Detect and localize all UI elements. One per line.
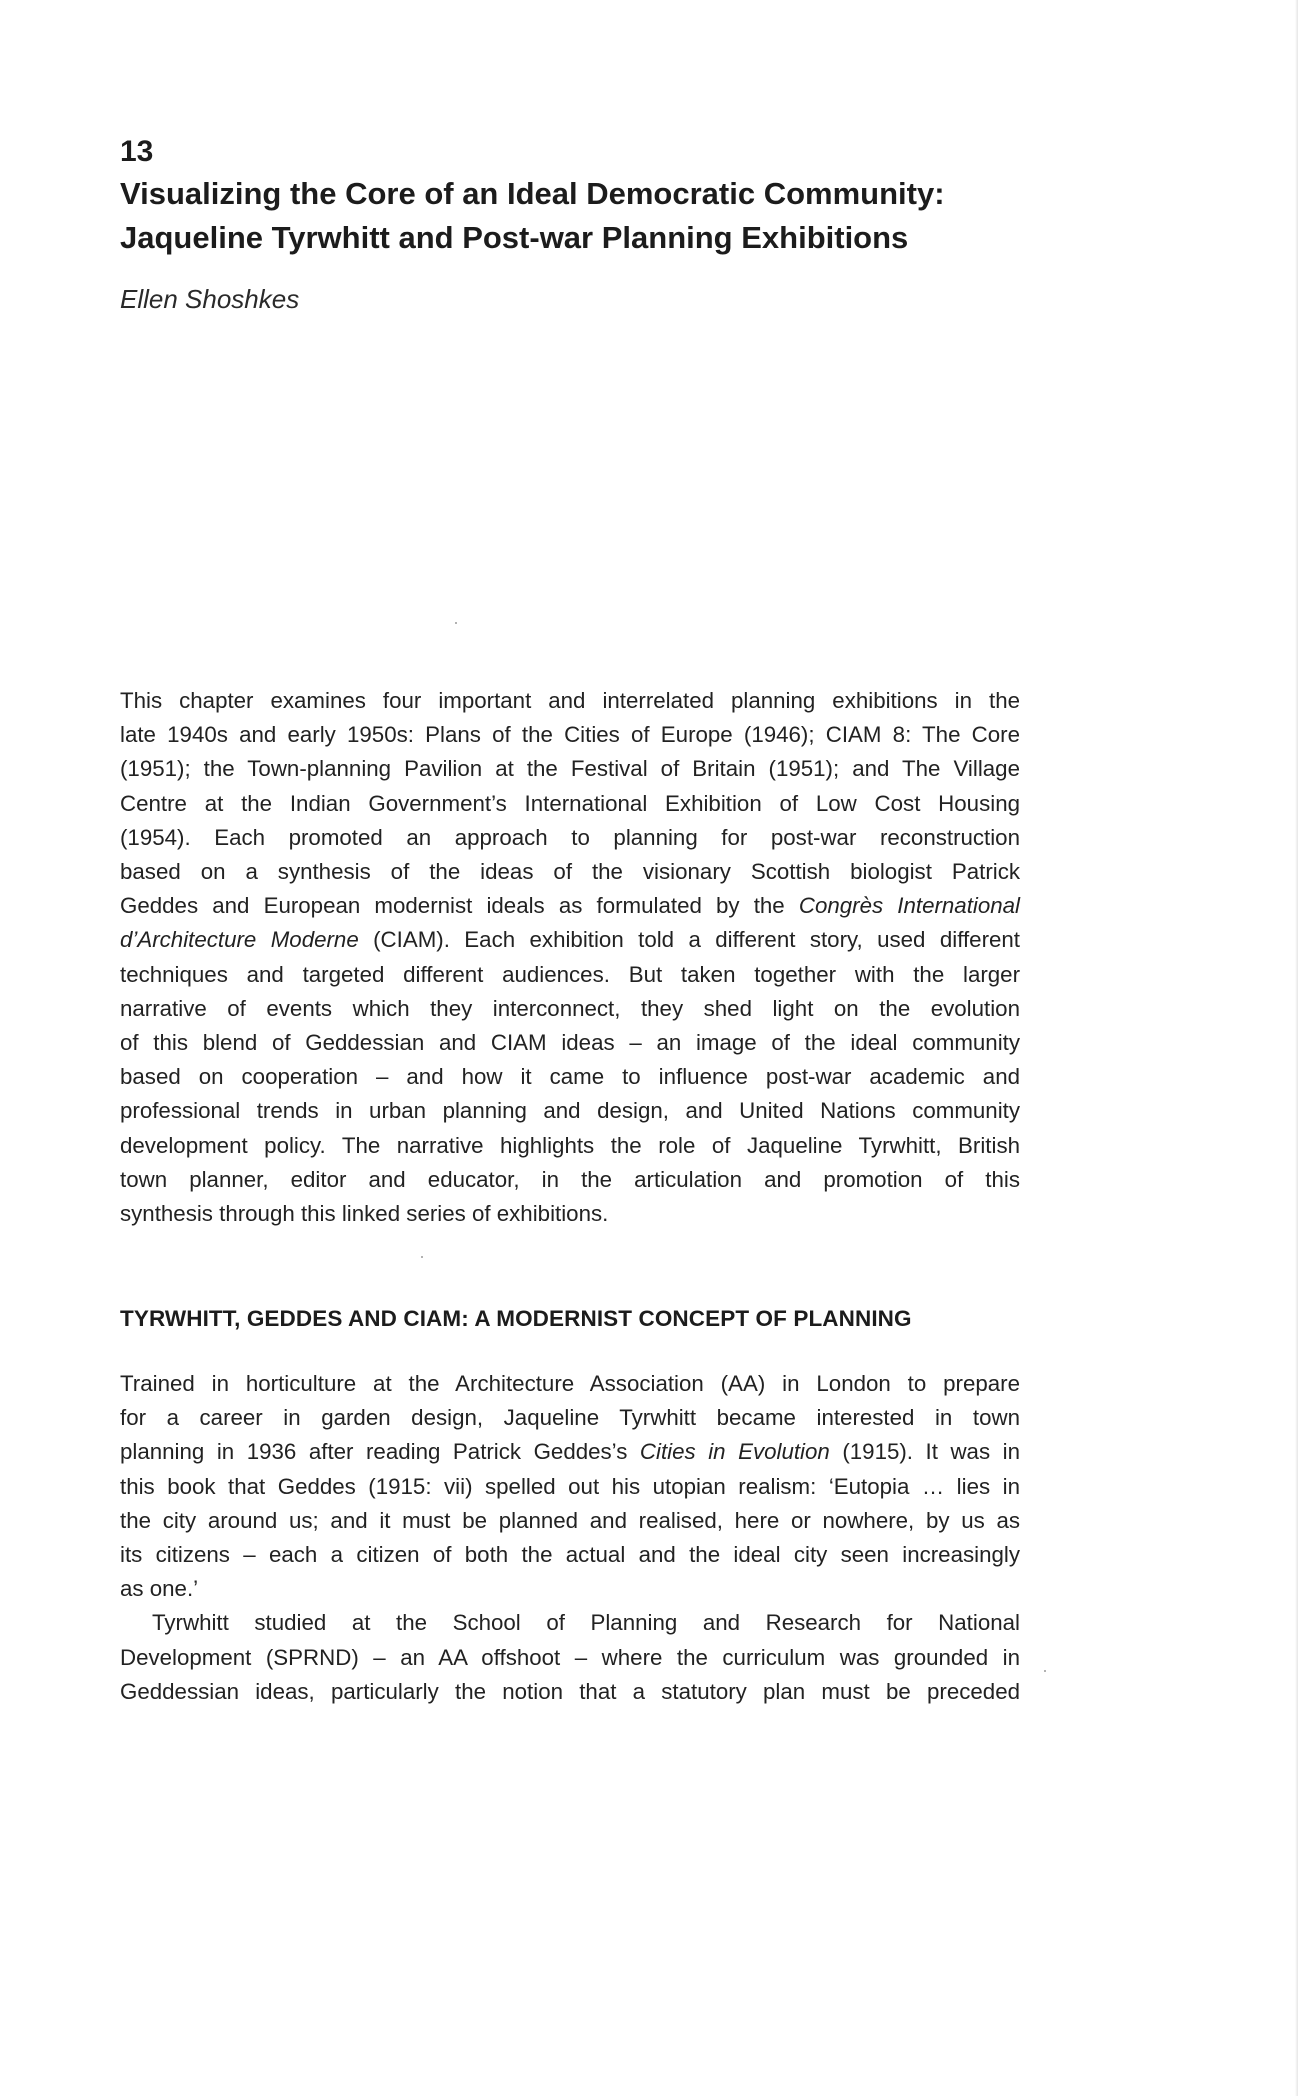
body-text [120, 1367, 1020, 1709]
body-line [120, 1435, 1020, 1469]
chapter-title [120, 172, 1120, 260]
abstract-line: This chapter examines four important and interrelated planning exhibitions in the [120, 688, 1020, 713]
body-line: for a career in garden design, Jaqueline Tyrwhitt became interested in town [120, 1405, 1020, 1431]
chapter-title-line-2: Jaqueline Tyrwhitt and Post-war Planning Exhibitions [120, 220, 909, 255]
abstract-line: Centre at the Indian Government’s International Exhibition of Low Cost Housing [120, 790, 1020, 816]
abstract-line: (1954). Each promoted an approach to planning for post-war reconstruction [120, 824, 1020, 850]
body-line: as one.’ [120, 1576, 199, 1602]
abstract-line: development policy. The narrative highlights the role of Jaqueline Tyrwhitt, British [120, 1132, 1020, 1158]
abstract-line: narrative of events which they interconnect, they shed light on the evolution [120, 995, 1020, 1021]
abstract-line: town planner, editor and educator, in the articulation and promotion of this [120, 1166, 1020, 1192]
abstract-line: based on a synthesis of the ideas of the visionary Scottish biologist Patrick [120, 859, 1020, 885]
abstract-line: of this blend of Geddessian and CIAM ideas – an image of the ideal community [120, 1030, 1020, 1056]
chapter-author: Ellen Shoshkes [120, 284, 300, 314]
abstract-text: (CIAM). Each exhibition told a different story, used different [358, 927, 1020, 953]
body-line: its citizens – each a citizen of both the actual and the ideal city seen increasingly [120, 1542, 1020, 1568]
abstract-italic-congres: Congrès International [798, 893, 1020, 919]
chapter-number: 13 [120, 135, 154, 168]
body-line: the city around us; and it must be planned and realised, here or nowhere, by us as [120, 1507, 1020, 1533]
abstract-text: Geddes and European modernist ideals as formulated by the [120, 893, 799, 919]
abstract-line: late 1940s and early 1950s: Plans of the Cities of Europe (1946); CIAM 8: The Core [120, 722, 1020, 748]
abstract-line: based on cooperation – and how it came to influence post-war academic and [120, 1064, 1020, 1090]
scan-speck [1044, 1670, 1046, 1672]
body-text-run: (1915). It was in [829, 1439, 1020, 1465]
scan-speck [455, 622, 457, 624]
scan-speck [421, 1256, 423, 1258]
abstract-line: techniques and targeted different audiences. But taken together with the larger [120, 961, 1020, 987]
abstract-line [120, 923, 1020, 957]
abstract-line: professional trends in urban planning and design, and United Nations community [120, 1098, 1020, 1124]
body-line: Geddessian ideas, particularly the notion that a statutory plan must be preceded [120, 1678, 1020, 1704]
abstract-italic-architecture: d’Architecture Moderne [120, 927, 359, 953]
chapter-title-line-1: Visualizing the Core of an Ideal Democratic Community: [120, 176, 945, 211]
body-text-run: planning in 1936 after reading Patrick Geddes’s [120, 1439, 640, 1465]
body-italic-book-title: Cities in Evolution [639, 1439, 830, 1465]
abstract-line: (1951); the Town-planning Pavilion at the Festival of Britain (1951); and The Village [120, 756, 1020, 782]
abstract-line: synthesis through this linked series of exhibitions. [120, 1201, 609, 1227]
section-heading: TYRWHITT, GEDDES AND CIAM: A MODERNIST CONCEPT OF PLANNING [120, 1306, 912, 1331]
body-line: Trained in horticulture at the Architecture Association (AA) in London to prepare [120, 1371, 1020, 1396]
body-line: Tyrwhitt studied at the School of Planning and Research for National [152, 1610, 1020, 1636]
body-line: Development (SPRND) – an AA offshoot – where the curriculum was grounded in [120, 1644, 1020, 1670]
abstract-line [120, 889, 1020, 923]
chapter-abstract [120, 684, 1020, 1231]
body-line: this book that Geddes (1915: vii) spelled out his utopian realism: ‘Eutopia … lies in [120, 1473, 1020, 1499]
